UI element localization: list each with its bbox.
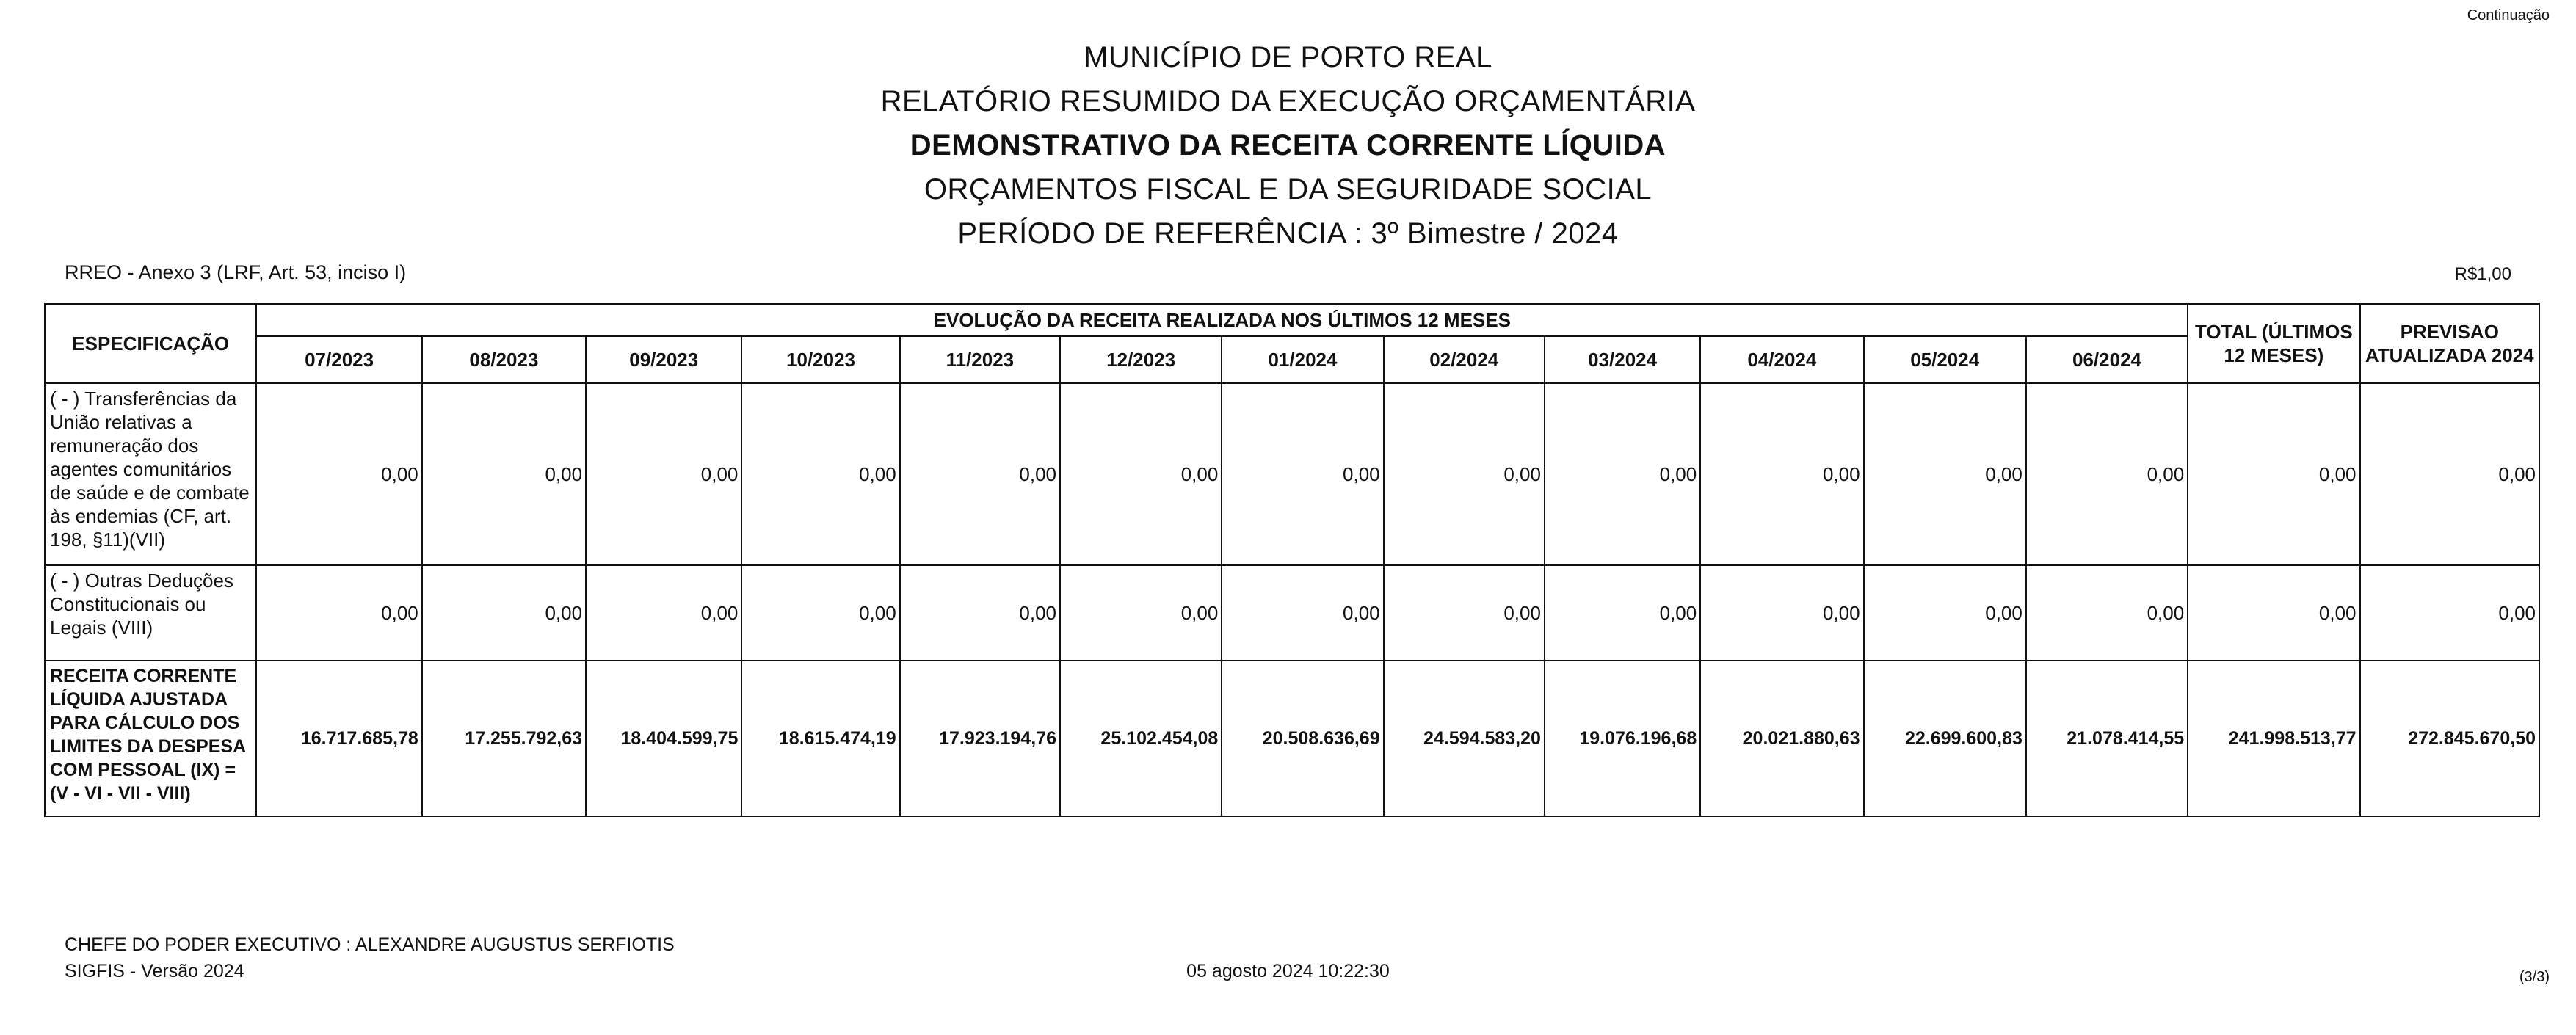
report-title: RELATÓRIO RESUMIDO DA EXECUÇÃO ORÇAMENTÁRIA	[880, 85, 1696, 117]
month-value-cell: 0,00	[1545, 565, 1700, 661]
month-value-cell: 0,00	[900, 383, 1060, 565]
statement-title: DEMONSTRATIVO DA RECEITA CORRENTE LÍQUIDA	[910, 129, 1666, 161]
month-value-cell: 0,00	[256, 565, 421, 661]
row-label: RECEITA CORRENTE LÍQUIDA AJUSTADA PARA CÁLCULO DOS LIMITES DA DESPESA COM PESSOAL (IX) = (V - VI - VII - VIII)	[45, 661, 256, 816]
month-value-cell: 0,00	[1222, 565, 1383, 661]
month-header: 09/2023	[586, 336, 741, 383]
month-value-cell: 0,00	[2026, 565, 2188, 661]
month-value-cell: 0,00	[1222, 383, 1383, 565]
specification-header: ESPECIFICAÇÃO	[45, 304, 256, 383]
reference-period: PERÍODO DE REFERÊNCIA : 3º Bimestre / 2024	[957, 217, 1619, 250]
currency-unit: R$1,00	[2454, 264, 2511, 284]
month-header: 02/2024	[1384, 336, 1545, 383]
table-row	[45, 661, 2539, 816]
month-value-cell: 0,00	[2026, 383, 2188, 565]
evolution-header: EVOLUÇÃO DA RECEITA REALIZADA NOS ÚLTIMOS 12 MESES	[256, 304, 2188, 336]
month-header: 06/2024	[2026, 336, 2188, 383]
month-header: 07/2023	[256, 336, 421, 383]
month-header: 01/2024	[1222, 336, 1383, 383]
month-value-cell: 0,00	[422, 383, 586, 565]
month-value-cell: 22.699.600,83	[1864, 661, 2026, 816]
month-value-cell: 17.255.792,63	[422, 661, 586, 816]
month-value-cell: 0,00	[900, 565, 1060, 661]
system-version: SIGFIS - Versão 2024	[65, 961, 244, 981]
row-label: ( - ) Transferências da União relativas a remuneração dos agentes comunitários de saúde e de combate às endemias (CF, art. 198, §11)(VII)	[45, 383, 256, 565]
month-value-cell: 0,00	[1864, 383, 2026, 565]
month-header: 10/2023	[741, 336, 899, 383]
executive-chief: CHEFE DO PODER EXECUTIVO : ALEXANDRE AUGUSTUS SERFIOTIS	[65, 934, 675, 955]
month-header: 11/2023	[900, 336, 1060, 383]
generated-timestamp: 05 agosto 2024 10:22:30	[1186, 961, 1390, 981]
total-value-cell: 0,00	[2188, 383, 2359, 565]
page-number: (3/3)	[2519, 969, 2550, 985]
municipality-title: MUNICÍPIO DE PORTO REAL	[1084, 41, 1492, 73]
month-value-cell: 20.021.880,63	[1700, 661, 1863, 816]
month-header: 03/2024	[1545, 336, 1700, 383]
month-value-cell: 18.615.474,19	[741, 661, 899, 816]
month-header: 12/2023	[1060, 336, 1222, 383]
month-value-cell: 0,00	[1700, 383, 1863, 565]
month-value-cell: 24.594.583,20	[1384, 661, 1545, 816]
total-12-months-header: TOTAL (ÚLTIMOS 12 MESES)	[2188, 304, 2359, 383]
row-label: ( - ) Outras Deduções Constitucionais ou Legais (VIII)	[45, 565, 256, 661]
month-value-cell: 18.404.599,75	[586, 661, 741, 816]
annex-reference: RREO - Anexo 3 (LRF, Art. 53, inciso I)	[65, 261, 407, 283]
month-value-cell: 0,00	[1864, 565, 2026, 661]
month-value-cell: 0,00	[741, 565, 899, 661]
month-value-cell: 0,00	[1700, 565, 1863, 661]
total-value-cell: 241.998.513,77	[2188, 661, 2359, 816]
month-value-cell: 0,00	[422, 565, 586, 661]
continuation-label: Continuação	[2467, 7, 2550, 23]
month-value-cell: 0,00	[256, 383, 421, 565]
month-value-cell: 0,00	[1384, 565, 1545, 661]
month-value-cell: 0,00	[1060, 383, 1222, 565]
budget-scope-title: ORÇAMENTOS FISCAL E DA SEGURIDADE SOCIAL	[924, 173, 1652, 206]
table-row	[45, 383, 2539, 565]
table-row	[45, 565, 2539, 661]
month-value-cell: 0,00	[1060, 565, 1222, 661]
month-value-cell: 16.717.685,78	[256, 661, 421, 816]
month-header: 04/2024	[1700, 336, 1863, 383]
forecast-value-cell: 0,00	[2360, 383, 2539, 565]
month-header: 05/2024	[1864, 336, 2026, 383]
month-value-cell: 17.923.194,76	[900, 661, 1060, 816]
month-value-cell: 0,00	[586, 565, 741, 661]
updated-forecast-header: PREVISAO ATUALIZADA 2024	[2360, 304, 2539, 383]
month-value-cell: 0,00	[1545, 383, 1700, 565]
forecast-value-cell: 0,00	[2360, 565, 2539, 661]
month-value-cell: 19.076.196,68	[1545, 661, 1700, 816]
month-header: 08/2023	[422, 336, 586, 383]
rcl-table	[44, 303, 2540, 817]
month-value-cell: 0,00	[586, 383, 741, 565]
month-value-cell: 20.508.636,69	[1222, 661, 1383, 816]
month-value-cell: 21.078.414,55	[2026, 661, 2188, 816]
month-value-cell: 25.102.454,08	[1060, 661, 1222, 816]
month-value-cell: 0,00	[741, 383, 899, 565]
total-value-cell: 0,00	[2188, 565, 2359, 661]
month-value-cell: 0,00	[1384, 383, 1545, 565]
report-title-block	[0, 35, 2576, 255]
forecast-value-cell: 272.845.670,50	[2360, 661, 2539, 816]
